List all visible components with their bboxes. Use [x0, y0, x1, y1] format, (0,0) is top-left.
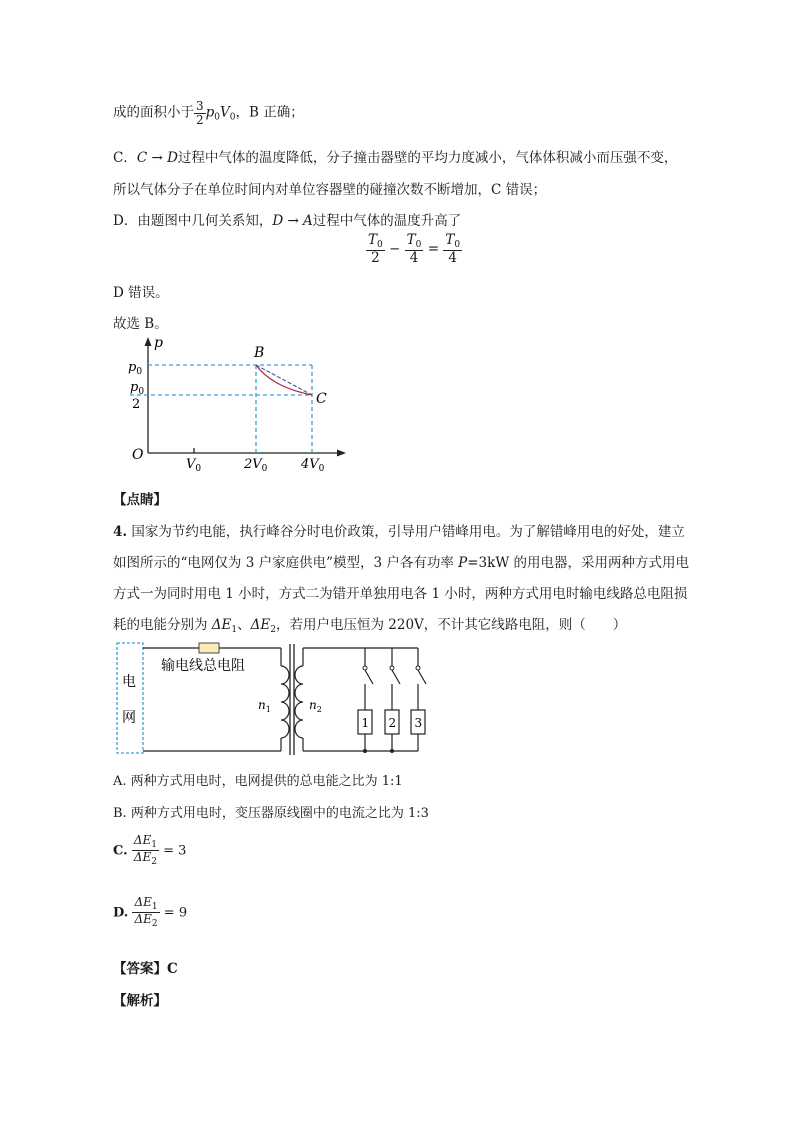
q4-line3: 方式一为同时用电 1 小时，方式二为错开单独用电各 1 小时，两种方式用电时输电线路总电阻损 — [113, 586, 688, 602]
option-d: D. $\frac{\Delta E_1}{\Delta E_2}$ = 9 — [113, 895, 188, 930]
x-axis-arrow — [337, 450, 346, 457]
fraction-3-2: $\frac{3}{2}$ — [196, 99, 204, 127]
label-origin: O — [132, 447, 144, 463]
label-p0: $p_0$ — [128, 360, 143, 377]
label-4v0: $4V_0$ — [301, 457, 325, 474]
branch-3 — [411, 648, 426, 751]
primary-coil — [281, 666, 289, 738]
secondary-coil — [295, 666, 303, 738]
resistor-label: 输电线总电阻 — [161, 658, 245, 674]
label-half-den: 2 — [132, 397, 141, 412]
label-n2: $n_2$ — [309, 698, 322, 714]
temperature-equation: $\frac{T_0}{2}$ − $\frac{T_0}{4}$ = $\frac{T_0}{4}$ — [368, 232, 461, 267]
label-b: B — [254, 345, 265, 361]
pv-graph — [110, 335, 350, 485]
y-axis-arrow — [145, 337, 152, 346]
option-b: B. 两种方式用电时，变压器原线圈中的电流之比为 1:3 — [113, 806, 429, 821]
answer: 【答案】C — [113, 961, 178, 977]
line-area-statement: 成的面积小于 $\frac{3}{2}$ $p_0V_0$，B 正确； — [113, 99, 304, 127]
choose-b: 故选 B。 — [113, 316, 168, 332]
label-half-num: $p_0$ — [130, 380, 145, 397]
circuit-diagram — [113, 638, 443, 756]
bc-dashed-line — [256, 365, 312, 395]
branch-1 — [358, 648, 373, 753]
section-dianjing: 【点睛】 — [113, 492, 167, 508]
q4-line4: 耗的电能分别为 $\Delta E_1$、$\Delta E_2$，若用户电压恒为 220V，不计其它线路电阻，则（ ） — [113, 617, 627, 635]
load-3-label: 3 — [414, 716, 423, 730]
grid-box — [117, 643, 143, 753]
grid-label-2: 网 — [122, 710, 136, 726]
line-d-1: D．由题图中几何关系知，D → A过程中气体的温度升高了 — [113, 213, 462, 229]
text: 成的面积小于 — [113, 104, 194, 121]
q4-line2: 如图所示的“电网仅为 3 户家庭供电”模型，3 户各有功率 P=3kW 的用电器，采用两种方式用电 — [113, 555, 689, 571]
transmission-resistor — [199, 643, 219, 653]
label-n1: $n_1$ — [258, 698, 271, 714]
q4-line1: 4. 国家为节约电能，执行峰谷分时电价政策，引导用户错峰用电。为了解错峰用电的好处，建立 — [113, 524, 685, 540]
option-c: C. $\frac{\Delta E_1}{\Delta E_2}$ = 3 — [113, 833, 187, 868]
grid-label-1: 电 — [122, 674, 136, 690]
label-p-axis: p — [154, 335, 163, 351]
load-2-label: 2 — [388, 716, 397, 730]
label-2v0: $2V_0$ — [244, 457, 268, 474]
section-jiexi: 【解析】 — [113, 993, 167, 1009]
line-c-1: C．C → D过程中气体的温度降低，分子撞击器壁的平均力度减小，气体体积减小而压强不变， — [113, 150, 678, 166]
label-v0: $V_0$ — [186, 457, 202, 474]
load-1-label: 1 — [361, 716, 370, 730]
branch-2 — [385, 648, 400, 753]
d-wrong: D 错误。 — [113, 285, 169, 301]
line-c-2: 所以气体分子在单位时间内对单位容器壁的碰撞次数不断增加，C 错误； — [113, 182, 547, 198]
label-c: C — [316, 391, 327, 407]
option-a: A. 两种方式用电时，电网提供的总电能之比为 1:1 — [113, 774, 403, 789]
